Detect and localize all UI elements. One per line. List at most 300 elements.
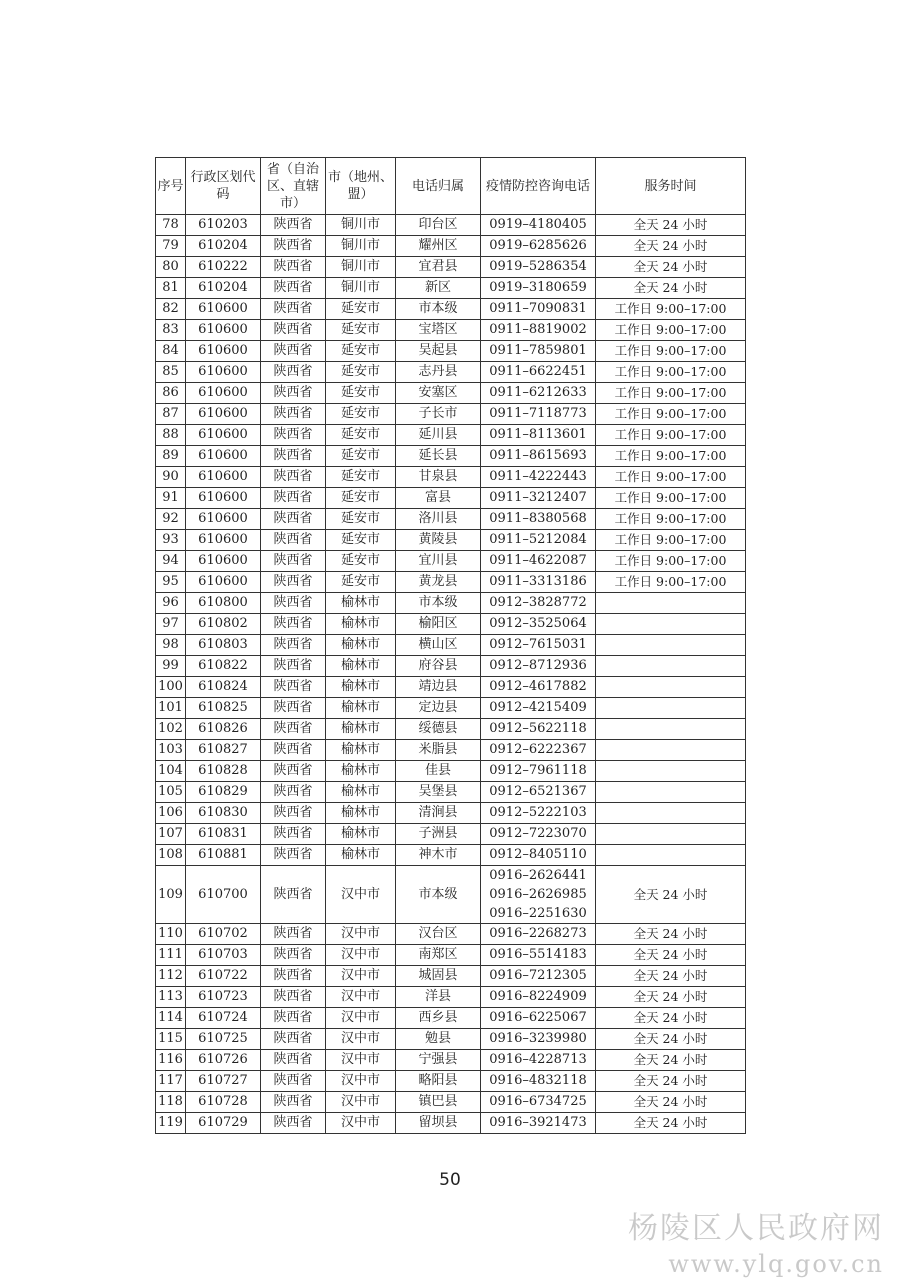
cell-phone-location: 安塞区 — [396, 383, 481, 404]
cell-phone-location: 略阳县 — [396, 1071, 481, 1092]
table-row — [156, 761, 746, 782]
cell-region-code: 610825 — [186, 698, 261, 719]
table-row — [156, 1113, 746, 1134]
cell-hotline-number: 0911–6622451 — [481, 362, 596, 383]
cell-region-code: 610600 — [186, 320, 261, 341]
cell-region-code: 610830 — [186, 803, 261, 824]
cell-service-hours: 工作日 9:00–17:00 — [596, 467, 746, 488]
cell-row-index: 88 — [156, 425, 186, 446]
table-header — [156, 158, 746, 215]
cell-hotline-number: 0912–8712936 — [481, 656, 596, 677]
cell-phone-location: 定边县 — [396, 698, 481, 719]
cell-service-hours: 工作日 9:00–17:00 — [596, 551, 746, 572]
cell-region-code: 610826 — [186, 719, 261, 740]
table-row — [156, 1092, 746, 1113]
cell-service-hours: 全天 24 小时 — [596, 866, 746, 924]
cell-row-index: 109 — [156, 866, 186, 924]
cell-city: 汉中市 — [326, 1050, 396, 1071]
cell-phone-location: 印台区 — [396, 215, 481, 236]
cell-service-hours: 全天 24 小时 — [596, 987, 746, 1008]
cell-province: 陕西省 — [261, 593, 326, 614]
cell-province: 陕西省 — [261, 1092, 326, 1113]
cell-province: 陕西省 — [261, 362, 326, 383]
cell-region-code: 610822 — [186, 656, 261, 677]
cell-service-hours: 全天 24 小时 — [596, 236, 746, 257]
cell-province: 陕西省 — [261, 656, 326, 677]
cell-city: 榆林市 — [326, 824, 396, 845]
col-header-service-hours: 服务时间 — [596, 158, 746, 215]
cell-city: 榆林市 — [326, 635, 396, 656]
cell-region-code: 610600 — [186, 467, 261, 488]
cell-hotline-number: 0916–7212305 — [481, 966, 596, 987]
cell-service-hours — [596, 845, 746, 866]
cell-phone-location: 志丹县 — [396, 362, 481, 383]
table-row — [156, 467, 746, 488]
cell-row-index: 80 — [156, 257, 186, 278]
cell-province: 陕西省 — [261, 803, 326, 824]
cell-city: 延安市 — [326, 425, 396, 446]
cell-hotline-number: 0916–3239980 — [481, 1029, 596, 1050]
cell-phone-location: 延长县 — [396, 446, 481, 467]
table-row — [156, 635, 746, 656]
cell-region-code: 610600 — [186, 572, 261, 593]
cell-row-index: 85 — [156, 362, 186, 383]
cell-province: 陕西省 — [261, 383, 326, 404]
cell-province: 陕西省 — [261, 698, 326, 719]
cell-hotline-number: 0912–7961118 — [481, 761, 596, 782]
cell-phone-location: 佳县 — [396, 761, 481, 782]
cell-row-index: 114 — [156, 1008, 186, 1029]
cell-hotline-number: 0912–6521367 — [481, 782, 596, 803]
table-row — [156, 551, 746, 572]
cell-region-code: 610725 — [186, 1029, 261, 1050]
cell-hotline-number: 0912–5622118 — [481, 719, 596, 740]
cell-row-index: 117 — [156, 1071, 186, 1092]
cell-province: 陕西省 — [261, 1008, 326, 1029]
cell-row-index: 102 — [156, 719, 186, 740]
cell-city: 铜川市 — [326, 257, 396, 278]
cell-phone-location: 甘泉县 — [396, 467, 481, 488]
cell-city: 延安市 — [326, 299, 396, 320]
cell-region-code: 610722 — [186, 966, 261, 987]
cell-region-code: 610203 — [186, 215, 261, 236]
table-row — [156, 987, 746, 1008]
cell-phone-location: 市本级 — [396, 593, 481, 614]
cell-province: 陕西省 — [261, 740, 326, 761]
col-header-hotline: 疫情防控咨询电话 — [481, 158, 596, 215]
cell-province: 陕西省 — [261, 299, 326, 320]
table-row — [156, 299, 746, 320]
cell-city: 延安市 — [326, 404, 396, 425]
cell-phone-location: 子洲县 — [396, 824, 481, 845]
cell-region-code: 610824 — [186, 677, 261, 698]
cell-phone-location: 留坝县 — [396, 1113, 481, 1134]
cell-row-index: 94 — [156, 551, 186, 572]
cell-row-index: 81 — [156, 278, 186, 299]
cell-province: 陕西省 — [261, 719, 326, 740]
cell-city: 延安市 — [326, 530, 396, 551]
cell-service-hours: 全天 24 小时 — [596, 966, 746, 987]
cell-hotline-number: 0911–7859801 — [481, 341, 596, 362]
table-row — [156, 966, 746, 987]
cell-province: 陕西省 — [261, 966, 326, 987]
cell-phone-location: 延川县 — [396, 425, 481, 446]
cell-service-hours — [596, 677, 746, 698]
table-row — [156, 278, 746, 299]
cell-row-index: 106 — [156, 803, 186, 824]
cell-service-hours: 工作日 9:00–17:00 — [596, 446, 746, 467]
cell-city: 延安市 — [326, 488, 396, 509]
cell-service-hours: 工作日 9:00–17:00 — [596, 362, 746, 383]
cell-city: 榆林市 — [326, 656, 396, 677]
cell-hotline-number: 0911–8113601 — [481, 425, 596, 446]
cell-row-index: 112 — [156, 966, 186, 987]
cell-city: 铜川市 — [326, 278, 396, 299]
cell-row-index: 105 — [156, 782, 186, 803]
cell-row-index: 79 — [156, 236, 186, 257]
cell-region-code: 610222 — [186, 257, 261, 278]
cell-city: 汉中市 — [326, 1008, 396, 1029]
cell-phone-location: 市本级 — [396, 866, 481, 924]
cell-phone-location: 勉县 — [396, 1029, 481, 1050]
table-row — [156, 509, 746, 530]
cell-city: 榆林市 — [326, 719, 396, 740]
table-row — [156, 866, 746, 924]
table-row — [156, 945, 746, 966]
cell-row-index: 95 — [156, 572, 186, 593]
cell-phone-location: 靖边县 — [396, 677, 481, 698]
cell-city: 汉中市 — [326, 924, 396, 945]
cell-city: 榆林市 — [326, 845, 396, 866]
cell-province: 陕西省 — [261, 530, 326, 551]
cell-hotline-number: 0912–3525064 — [481, 614, 596, 635]
table-row — [156, 719, 746, 740]
table-row — [156, 446, 746, 467]
table-row — [156, 1071, 746, 1092]
cell-province: 陕西省 — [261, 1050, 326, 1071]
cell-hotline-number: 0919–4180405 — [481, 215, 596, 236]
cell-city: 榆林市 — [326, 761, 396, 782]
cell-phone-location: 府谷县 — [396, 656, 481, 677]
cell-phone-location: 富县 — [396, 488, 481, 509]
cell-service-hours: 工作日 9:00–17:00 — [596, 425, 746, 446]
table-body — [156, 215, 746, 1134]
hotline-table — [155, 157, 746, 1134]
cell-row-index: 107 — [156, 824, 186, 845]
cell-region-code: 610831 — [186, 824, 261, 845]
cell-city: 延安市 — [326, 341, 396, 362]
cell-region-code: 610724 — [186, 1008, 261, 1029]
cell-province: 陕西省 — [261, 1113, 326, 1134]
cell-phone-location: 西乡县 — [396, 1008, 481, 1029]
cell-phone-location: 耀州区 — [396, 236, 481, 257]
cell-region-code: 610829 — [186, 782, 261, 803]
cell-row-index: 101 — [156, 698, 186, 719]
table-row — [156, 803, 746, 824]
cell-province: 陕西省 — [261, 404, 326, 425]
cell-row-index: 93 — [156, 530, 186, 551]
site-watermark — [628, 1210, 884, 1280]
table-row — [156, 845, 746, 866]
cell-region-code: 610828 — [186, 761, 261, 782]
col-header-index: 序号 — [156, 158, 186, 215]
cell-row-index: 87 — [156, 404, 186, 425]
cell-phone-location: 宜川县 — [396, 551, 481, 572]
cell-phone-location: 宁强县 — [396, 1050, 481, 1071]
cell-province: 陕西省 — [261, 236, 326, 257]
cell-city: 延安市 — [326, 362, 396, 383]
cell-hotline-number: 0911–4622087 — [481, 551, 596, 572]
cell-phone-location: 米脂县 — [396, 740, 481, 761]
header-row — [156, 158, 746, 215]
cell-province: 陕西省 — [261, 677, 326, 698]
cell-service-hours — [596, 782, 746, 803]
cell-hotline-number: 0916–4228713 — [481, 1050, 596, 1071]
cell-service-hours — [596, 698, 746, 719]
cell-region-code: 610600 — [186, 551, 261, 572]
cell-city: 榆林市 — [326, 740, 396, 761]
cell-city: 榆林市 — [326, 803, 396, 824]
cell-service-hours: 全天 24 小时 — [596, 1050, 746, 1071]
cell-service-hours: 全天 24 小时 — [596, 1113, 746, 1134]
cell-row-index: 118 — [156, 1092, 186, 1113]
cell-hotline-number: 0916–6225067 — [481, 1008, 596, 1029]
cell-service-hours — [596, 593, 746, 614]
cell-row-index: 108 — [156, 845, 186, 866]
table-row — [156, 383, 746, 404]
cell-phone-location: 洋县 — [396, 987, 481, 1008]
cell-service-hours: 工作日 9:00–17:00 — [596, 572, 746, 593]
table-row — [156, 698, 746, 719]
cell-phone-location: 黄陵县 — [396, 530, 481, 551]
cell-province: 陕西省 — [261, 945, 326, 966]
cell-service-hours: 工作日 9:00–17:00 — [596, 509, 746, 530]
cell-region-code: 610827 — [186, 740, 261, 761]
cell-hotline-number: 0916–5514183 — [481, 945, 596, 966]
cell-row-index: 97 — [156, 614, 186, 635]
cell-phone-location: 横山区 — [396, 635, 481, 656]
table-row — [156, 740, 746, 761]
cell-city: 榆林市 — [326, 593, 396, 614]
table-row — [156, 593, 746, 614]
cell-region-code: 610803 — [186, 635, 261, 656]
cell-row-index: 78 — [156, 215, 186, 236]
cell-phone-location: 榆阳区 — [396, 614, 481, 635]
cell-region-code: 610800 — [186, 593, 261, 614]
cell-region-code: 610702 — [186, 924, 261, 945]
cell-service-hours — [596, 635, 746, 656]
table-row — [156, 236, 746, 257]
table-row — [156, 614, 746, 635]
cell-hotline-number: 0911–8380568 — [481, 509, 596, 530]
cell-city: 延安市 — [326, 572, 396, 593]
cell-region-code: 610204 — [186, 236, 261, 257]
cell-row-index: 116 — [156, 1050, 186, 1071]
cell-service-hours: 工作日 9:00–17:00 — [596, 383, 746, 404]
cell-province: 陕西省 — [261, 320, 326, 341]
cell-city: 铜川市 — [326, 236, 396, 257]
cell-service-hours — [596, 761, 746, 782]
cell-row-index: 86 — [156, 383, 186, 404]
cell-province: 陕西省 — [261, 845, 326, 866]
cell-region-code: 610729 — [186, 1113, 261, 1134]
cell-phone-location: 洛川县 — [396, 509, 481, 530]
cell-city: 汉中市 — [326, 1029, 396, 1050]
cell-phone-location: 吴堡县 — [396, 782, 481, 803]
cell-service-hours: 工作日 9:00–17:00 — [596, 404, 746, 425]
cell-service-hours: 全天 24 小时 — [596, 215, 746, 236]
cell-city: 铜川市 — [326, 215, 396, 236]
cell-hotline-number: 0911–3313186 — [481, 572, 596, 593]
cell-service-hours: 全天 24 小时 — [596, 278, 746, 299]
cell-hotline-number: 0911–8819002 — [481, 320, 596, 341]
cell-province: 陕西省 — [261, 924, 326, 945]
cell-row-index: 84 — [156, 341, 186, 362]
cell-city: 延安市 — [326, 551, 396, 572]
table-row — [156, 1029, 746, 1050]
cell-service-hours: 全天 24 小时 — [596, 1029, 746, 1050]
watermark-site-url: www.ylq.gov.cn — [668, 1250, 884, 1278]
cell-region-code: 610600 — [186, 446, 261, 467]
cell-region-code: 610726 — [186, 1050, 261, 1071]
cell-row-index: 115 — [156, 1029, 186, 1050]
watermark-site-name: 杨陵区人民政府网 — [628, 1211, 884, 1246]
cell-row-index: 103 — [156, 740, 186, 761]
table-row — [156, 656, 746, 677]
cell-province: 陕西省 — [261, 215, 326, 236]
cell-city: 汉中市 — [326, 945, 396, 966]
table-row — [156, 404, 746, 425]
cell-hotline-number: 0911–5212084 — [481, 530, 596, 551]
cell-row-index: 113 — [156, 987, 186, 1008]
cell-city: 延安市 — [326, 446, 396, 467]
cell-phone-location: 镇巴县 — [396, 1092, 481, 1113]
cell-city: 汉中市 — [326, 1071, 396, 1092]
col-header-province: 省（自治区、直辖市） — [261, 158, 326, 215]
cell-row-index: 96 — [156, 593, 186, 614]
cell-row-index: 100 — [156, 677, 186, 698]
cell-hotline-number: 0911–7118773 — [481, 404, 596, 425]
cell-service-hours: 工作日 9:00–17:00 — [596, 488, 746, 509]
cell-province: 陕西省 — [261, 257, 326, 278]
cell-row-index: 83 — [156, 320, 186, 341]
cell-province: 陕西省 — [261, 488, 326, 509]
cell-city: 延安市 — [326, 383, 396, 404]
table-row — [156, 215, 746, 236]
cell-hotline-number: 0916–2626441 0916–2626985 0916–2251630 — [481, 866, 596, 924]
cell-region-code: 610700 — [186, 866, 261, 924]
cell-province: 陕西省 — [261, 467, 326, 488]
cell-row-index: 99 — [156, 656, 186, 677]
cell-service-hours: 全天 24 小时 — [596, 1008, 746, 1029]
cell-region-code: 610600 — [186, 341, 261, 362]
cell-service-hours — [596, 656, 746, 677]
cell-phone-location: 宝塔区 — [396, 320, 481, 341]
cell-row-index: 92 — [156, 509, 186, 530]
cell-hotline-number: 0912–8405110 — [481, 845, 596, 866]
cell-hotline-number: 0912–7615031 — [481, 635, 596, 656]
cell-region-code: 610600 — [186, 362, 261, 383]
cell-hotline-number: 0911–6212633 — [481, 383, 596, 404]
cell-city: 汉中市 — [326, 966, 396, 987]
cell-province: 陕西省 — [261, 782, 326, 803]
cell-hotline-number: 0912–4215409 — [481, 698, 596, 719]
cell-phone-location: 神木市 — [396, 845, 481, 866]
cell-region-code: 610881 — [186, 845, 261, 866]
table-row — [156, 425, 746, 446]
cell-region-code: 610703 — [186, 945, 261, 966]
cell-phone-location: 吴起县 — [396, 341, 481, 362]
cell-service-hours — [596, 803, 746, 824]
cell-hotline-number: 0919–6285626 — [481, 236, 596, 257]
cell-region-code: 610600 — [186, 404, 261, 425]
table-row — [156, 530, 746, 551]
cell-service-hours — [596, 824, 746, 845]
cell-service-hours: 全天 24 小时 — [596, 945, 746, 966]
cell-province: 陕西省 — [261, 866, 326, 924]
table-row — [156, 257, 746, 278]
page-number: 50 — [439, 1170, 461, 1190]
cell-hotline-number: 0911–4222443 — [481, 467, 596, 488]
cell-city: 榆林市 — [326, 677, 396, 698]
cell-row-index: 91 — [156, 488, 186, 509]
cell-city: 汉中市 — [326, 987, 396, 1008]
cell-city: 汉中市 — [326, 1092, 396, 1113]
col-header-city: 市（地州、盟） — [326, 158, 396, 215]
cell-city: 汉中市 — [326, 1113, 396, 1134]
cell-city: 汉中市 — [326, 866, 396, 924]
cell-phone-location: 子长市 — [396, 404, 481, 425]
cell-region-code: 610600 — [186, 383, 261, 404]
cell-region-code: 610600 — [186, 488, 261, 509]
cell-region-code: 610728 — [186, 1092, 261, 1113]
cell-row-index: 111 — [156, 945, 186, 966]
cell-row-index: 110 — [156, 924, 186, 945]
cell-phone-location: 新区 — [396, 278, 481, 299]
cell-hotline-number: 0912–6222367 — [481, 740, 596, 761]
cell-service-hours: 工作日 9:00–17:00 — [596, 320, 746, 341]
cell-service-hours — [596, 740, 746, 761]
cell-hotline-number: 0912–7223070 — [481, 824, 596, 845]
cell-row-index: 98 — [156, 635, 186, 656]
cell-hotline-number: 0919–5286354 — [481, 257, 596, 278]
table-row — [156, 320, 746, 341]
cell-phone-location: 黄龙县 — [396, 572, 481, 593]
table-row — [156, 924, 746, 945]
cell-province: 陕西省 — [261, 1071, 326, 1092]
cell-province: 陕西省 — [261, 446, 326, 467]
cell-service-hours: 全天 24 小时 — [596, 924, 746, 945]
cell-service-hours: 全天 24 小时 — [596, 257, 746, 278]
cell-service-hours — [596, 719, 746, 740]
cell-hotline-number: 0916–8224909 — [481, 987, 596, 1008]
cell-province: 陕西省 — [261, 614, 326, 635]
table-row — [156, 677, 746, 698]
cell-region-code: 610802 — [186, 614, 261, 635]
col-header-phone-location: 电话归属 — [396, 158, 481, 215]
cell-hotline-number: 0912–3828772 — [481, 593, 596, 614]
cell-row-index: 119 — [156, 1113, 186, 1134]
cell-hotline-number: 0912–5222103 — [481, 803, 596, 824]
table-row — [156, 782, 746, 803]
cell-row-index: 89 — [156, 446, 186, 467]
cell-hotline-number: 0916–4832118 — [481, 1071, 596, 1092]
cell-hotline-number: 0919–3180659 — [481, 278, 596, 299]
cell-hotline-number: 0911–8615693 — [481, 446, 596, 467]
cell-province: 陕西省 — [261, 341, 326, 362]
table-row — [156, 341, 746, 362]
table-row — [156, 572, 746, 593]
